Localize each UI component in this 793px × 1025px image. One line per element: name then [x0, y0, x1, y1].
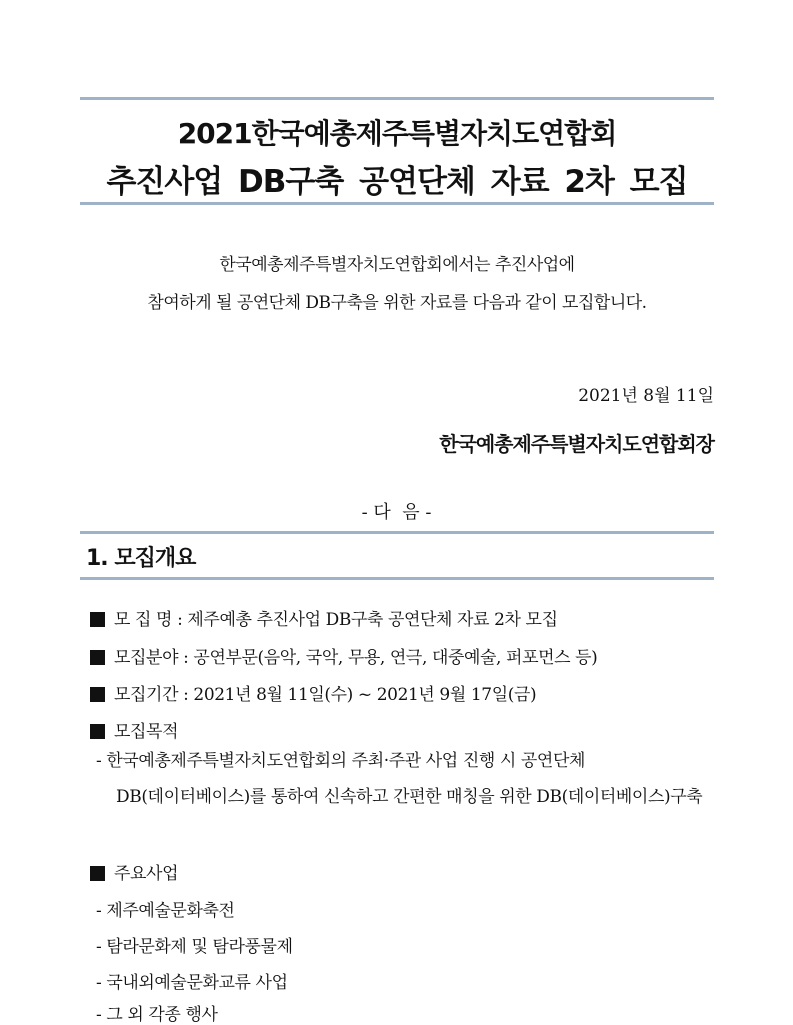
item-recruit-purpose-text: 모집목적: [114, 722, 179, 742]
purpose-description-first-line: - 한국예총제주특별자치도연합회의 주최·주관 사업 진행 시 공연단체: [96, 751, 585, 771]
intro-line2: 참여하게 될 공연단체 DB구축을 위한 자료를 다음과 같이 모집합니다.: [147, 293, 647, 313]
section-rule-bottom: [80, 577, 714, 580]
square-bullet-icon: [90, 687, 105, 702]
main-project-item: - 제주예술문화축전: [96, 901, 235, 921]
purpose-description: [96, 743, 716, 815]
organization-signature: 한국예총제주특별자치도연합회장: [439, 432, 714, 456]
intro-line1: 한국예총제주특별자치도연합회에서는 추진사업에: [219, 255, 575, 275]
item-recruit-field-text: 모집분야 : 공연부문(음악, 국악, 무용, 연극, 대중예술, 퍼포먼스 등): [114, 648, 598, 668]
square-bullet-icon: [90, 724, 105, 739]
document-title-line1: 2021한국예총제주특별자치도연합회: [177, 117, 617, 150]
square-bullet-icon: [90, 866, 105, 881]
square-bullet-icon: [90, 650, 105, 665]
title-rule-top: [80, 97, 714, 100]
main-project-item: - 국내외예술문화교류 사업: [96, 973, 288, 993]
item-recruit-period: [90, 680, 536, 705]
document-title-line2: 추진사업 DB구축 공연단체 자료 2차 모집: [106, 164, 688, 200]
main-project-item: - 그 외 각종 행사: [96, 1005, 218, 1025]
title-rule-bottom: [80, 202, 714, 205]
section1-title: 1. 모집개요: [86, 546, 196, 571]
item-main-projects-text: 주요사업: [114, 864, 179, 884]
item-recruit-name-text: 모 집 명 : 제주예총 추진사업 DB구축 공연단체 자료 2차 모집: [114, 610, 558, 630]
item-recruit-field: [90, 643, 597, 668]
notice-date: 2021년 8월 11일: [578, 386, 714, 406]
separator-text: - 다 음 -: [361, 502, 432, 523]
item-recruit-period-text: 모집기간 : 2021년 8월 11일(수) ~ 2021년 9월 17일(금): [114, 685, 537, 705]
section-rule-top: [80, 531, 714, 534]
item-recruit-name: [90, 605, 558, 630]
item-recruit-purpose: [90, 717, 178, 742]
purpose-description-continuation: DB(데이터베이스)를 통하여 신속하고 간편한 매칭을 위한 DB(데이터베이스)구축: [116, 787, 703, 807]
main-project-item: - 탐라문화제 및 탐라풍물제: [96, 937, 293, 957]
item-main-projects: [90, 859, 178, 884]
square-bullet-icon: [90, 612, 105, 627]
